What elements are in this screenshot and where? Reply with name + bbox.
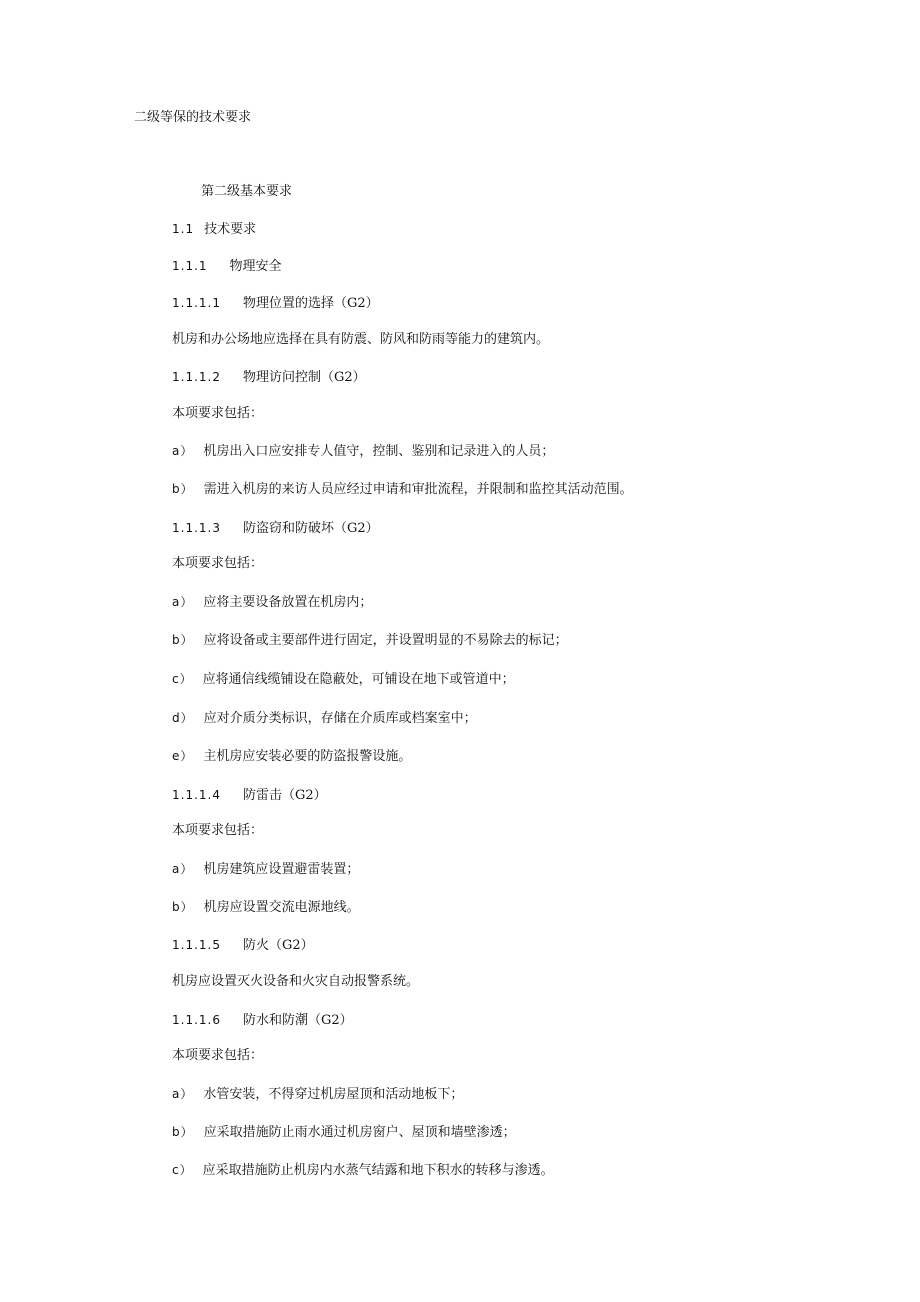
heading-number: 1.1.1.2 <box>172 370 221 384</box>
paragraph-intro: 本项要求包括： <box>172 1048 264 1063</box>
heading-1-1-1-2 <box>172 369 366 386</box>
list-label: a） <box>172 862 194 876</box>
list-label: a） <box>172 444 194 458</box>
list-text: 应将主要设备放置在机房内； <box>203 595 373 610</box>
heading-text: 防盗窃和防破坏（G2） <box>242 521 379 536</box>
list-text: 主机房应安装必要的防盗报警设施。 <box>203 749 412 764</box>
list-item <box>172 1162 554 1179</box>
list-item <box>172 1086 463 1103</box>
heading-1-1-1-5 <box>172 937 314 954</box>
list-item <box>172 481 633 498</box>
list-label: c） <box>172 672 193 686</box>
heading-text: 防雷击（G2） <box>242 788 327 803</box>
heading-number: 1.1.1.6 <box>172 1013 221 1027</box>
heading-text: 物理访问控制（G2） <box>242 370 366 385</box>
list-text: 机房建筑应设置避雷装置； <box>203 862 360 877</box>
list-text: 机房出入口应安排专人值守，控制、鉴别和记录进入的人员； <box>203 444 555 459</box>
list-text: 应将通信线缆铺设在隐蔽处，可铺设在地下或管道中； <box>202 672 515 687</box>
list-label: b） <box>172 1125 194 1139</box>
list-text: 水管安装，不得穿过机房屋顶和活动地板下； <box>203 1087 464 1102</box>
heading-1-1-1-6 <box>172 1012 353 1029</box>
list-item <box>172 710 477 727</box>
list-text: 需进入机房的来访人员应经过申请和审批流程，并限制和监控其活动范围。 <box>203 482 633 497</box>
paragraph-intro: 本项要求包括： <box>172 406 264 421</box>
list-text: 应将设备或主要部件进行固定，并设置明显的不易除去的标记； <box>203 633 568 648</box>
heading-text: 技术要求 <box>204 222 257 237</box>
heading-1-1-1-1 <box>172 295 379 312</box>
list-item <box>172 899 360 916</box>
heading-number: 1.1.1 <box>172 259 208 273</box>
list-item <box>172 443 554 460</box>
heading-text: 防火（G2） <box>242 938 314 953</box>
list-label: b） <box>172 633 194 647</box>
heading-number: 1.1 <box>172 222 195 236</box>
list-label: a） <box>172 595 194 609</box>
list-label: a） <box>172 1087 194 1101</box>
heading-number: 1.1.1.5 <box>172 938 221 952</box>
list-item <box>172 861 359 878</box>
list-item <box>172 748 411 765</box>
list-label: e） <box>172 749 194 763</box>
paragraph: 机房应设置灭火设备和火灾自动报警系统。 <box>172 974 420 989</box>
list-label: c） <box>172 1163 193 1177</box>
list-item <box>172 594 372 611</box>
paragraph-intro: 本项要求包括： <box>172 823 264 838</box>
list-text: 应采取措施防止雨水通过机房窗户、屋顶和墙壁渗透； <box>203 1125 516 1140</box>
paragraph-intro: 本项要求包括： <box>172 556 264 571</box>
heading-1-1 <box>172 221 256 238</box>
list-text: 应采取措施防止机房内水蒸气结露和地下积水的转移与渗透。 <box>202 1163 554 1178</box>
heading-number: 1.1.1.4 <box>172 788 221 802</box>
list-item <box>172 671 515 688</box>
heading-text: 物理安全 <box>229 259 282 274</box>
section-title: 第二级基本要求 <box>201 184 293 199</box>
heading-text: 防水和防潮（G2） <box>242 1013 353 1028</box>
heading-1-1-1 <box>172 258 282 275</box>
list-item <box>172 632 568 649</box>
heading-text: 物理位置的选择（G2） <box>242 296 379 311</box>
document-title: 二级等保的技术要求 <box>134 110 252 125</box>
heading-1-1-1-4 <box>172 787 327 804</box>
heading-1-1-1-3 <box>172 520 379 537</box>
paragraph: 机房和办公场地应选择在具有防震、防风和防雨等能力的建筑内。 <box>172 332 550 347</box>
list-label: b） <box>172 900 194 914</box>
heading-number: 1.1.1.3 <box>172 521 221 535</box>
list-item <box>172 1124 516 1141</box>
list-text: 应对介质分类标识，存储在介质库或档案室中； <box>203 711 477 726</box>
list-label: d） <box>172 711 194 725</box>
list-text: 机房应设置交流电源地线。 <box>203 900 360 915</box>
heading-number: 1.1.1.1 <box>172 296 221 310</box>
list-label: b） <box>172 482 194 496</box>
